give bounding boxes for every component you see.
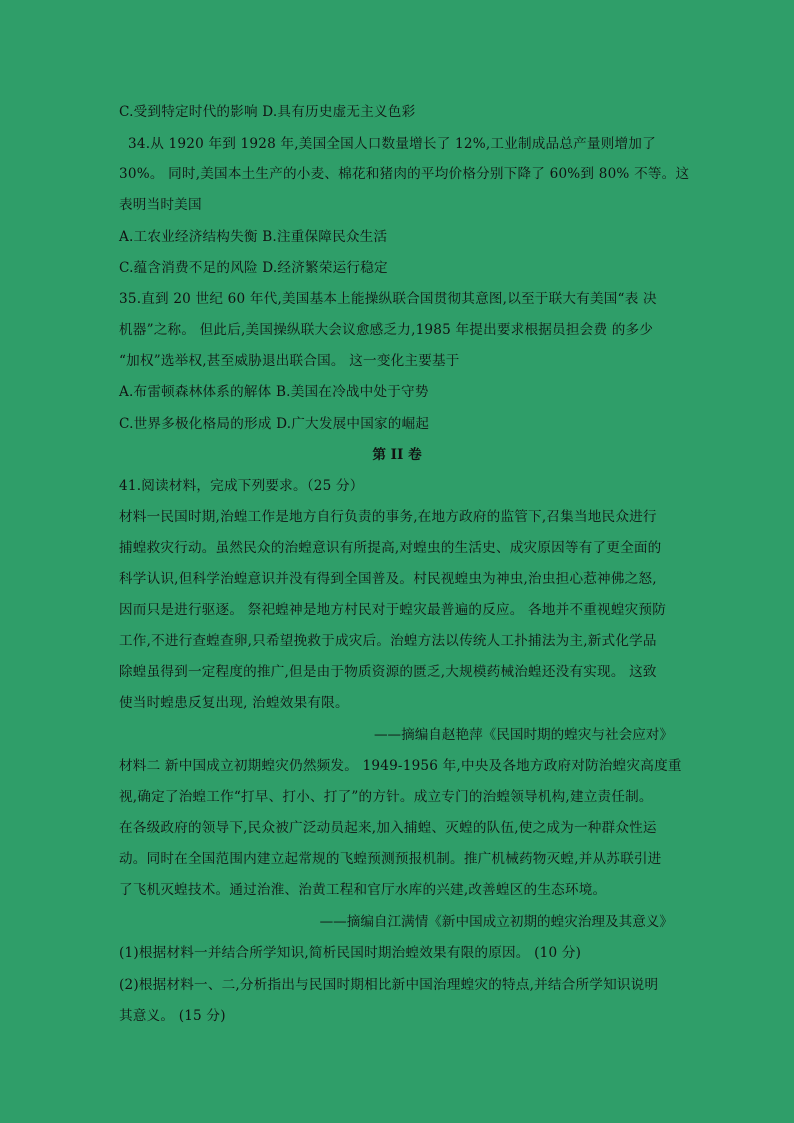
- q35-options-ab: A.布雷顿森林体系的解体 B.美国在冷战中处于守势: [119, 384, 429, 400]
- q34-options-ab: A.工农业经济结构失衡 B.注重保障民众生活: [119, 229, 388, 245]
- q34-stem-line-2: 30%。 同时,美国本土生产的小麦、棉花和猪肉的平均价格分别下降了 60%到 80% 不等。这: [119, 166, 690, 182]
- material1-line-6: 除蝗虽得到一定程度的推广,但是由于物质资源的匮乏,大规模药械治蝗还没有实现。 这致: [119, 664, 657, 680]
- material2-line-5: 了飞机灭蝗技术。通过治淮、治黄工程和官厅水库的兴建,改善蝗区的生态环境。: [119, 882, 607, 898]
- material2-line-2: 视,确定了治蝗工作“打早、打小、打了”的方针。成立专门的治蝗领导机构,建立责任制。: [119, 789, 653, 805]
- material1-line-1: 材料一民国时期,治蝗工作是地方自行负责的事务,在地方政府的监管下,召集当地民众进行: [119, 509, 657, 525]
- q35-stem-line-1: 35.直到 20 世纪 60 年代,美国基本上能操纵联合国贯彻其意图,以至于联大有美国“表 决: [119, 291, 657, 307]
- q34-stem-line-1: 34.从 1920 年到 1928 年,美国全国人口数量增长了 12%,工业制成品总产量则增加了: [128, 136, 656, 152]
- material2-line-1: 材料二 新中国成立初期蝗灾仍然频发。 1949-1956 年,中央及各地方政府对防治蝗灾高度重: [119, 758, 682, 774]
- material1-line-7: 使当时蝗患反复出现, 治蝗效果有限。: [119, 695, 349, 711]
- material1-line-3: 科学认识,但科学治蝗意识并没有得到全国普及。村民视蝗虫为神虫,治虫担心惹神佛之怒,: [119, 571, 657, 587]
- q41-stem: 41.阅读材料，完成下列要求。（25 分）: [119, 478, 364, 494]
- q35-stem-line-2: 机器”之称。 但此后,美国操纵联大会议愈感乏力,1985 年提出要求根据员担会费 的多少: [119, 322, 654, 338]
- q35-options-cd: C.世界多极化格局的形成 D.广大发展中国家的崛起: [119, 416, 430, 432]
- material1-line-2: 捕蝗救灾行动。虽然民众的治蝗意识有所提高,对蝗虫的生活史、成灾原因等有了更全面的: [119, 540, 662, 556]
- q33-options-cd: C.受到特定时代的影响 D.具有历史虚无主义色彩: [119, 104, 416, 120]
- q34-options-cd: C.蕴含消费不足的风险 D.经济繁荣运行稳定: [119, 260, 388, 276]
- material1-source: ——摘编自赵艳萍《民国时期的蝗灾与社会应对》: [373, 727, 673, 743]
- material2-line-3: 在各级政府的领导下,民众被广泛动员起来,加入捕蝗、灭蝗的队伍,使之成为一种群众性运: [119, 820, 657, 836]
- subquestion-2-line-2: 其意义。 (15 分): [119, 1008, 226, 1024]
- material2-line-4: 动。同时在全国范围内建立起常规的飞蝗预测预报机制。推广机械药物灭蝗,并从苏联引进: [119, 851, 662, 867]
- q35-stem-line-3: “加权”选举权,甚至威胁退出联合国。 这一变化主要基于: [119, 353, 460, 369]
- q34-stem-line-3: 表明当时美国: [119, 197, 202, 213]
- material1-line-5: 工作,不进行查蝗查卵,只希望挽救于成灾后。治蝗方法以传统人工扑捕法为主,新式化学品: [119, 633, 657, 649]
- material1-line-4: 因而只是进行驱逐。 祭祀蝗神是地方村民对于蝗灾最普遍的反应。 各地并不重视蝗灾预防: [119, 602, 666, 618]
- section-title: 第 II 卷: [372, 447, 422, 463]
- subquestion-1: (1)根据材料一并结合所学知识,简析民国时期治蝗效果有限的原因。 (10 分): [119, 945, 582, 961]
- material2-source: ——摘编自江满情《新中国成立初期的蝗灾治理及其意义》: [319, 914, 673, 930]
- subquestion-2-line-1: (2)根据材料一、二,分析指出与民国时期相比新中国治理蝗灾的特点,并结合所学知识说明: [119, 977, 659, 993]
